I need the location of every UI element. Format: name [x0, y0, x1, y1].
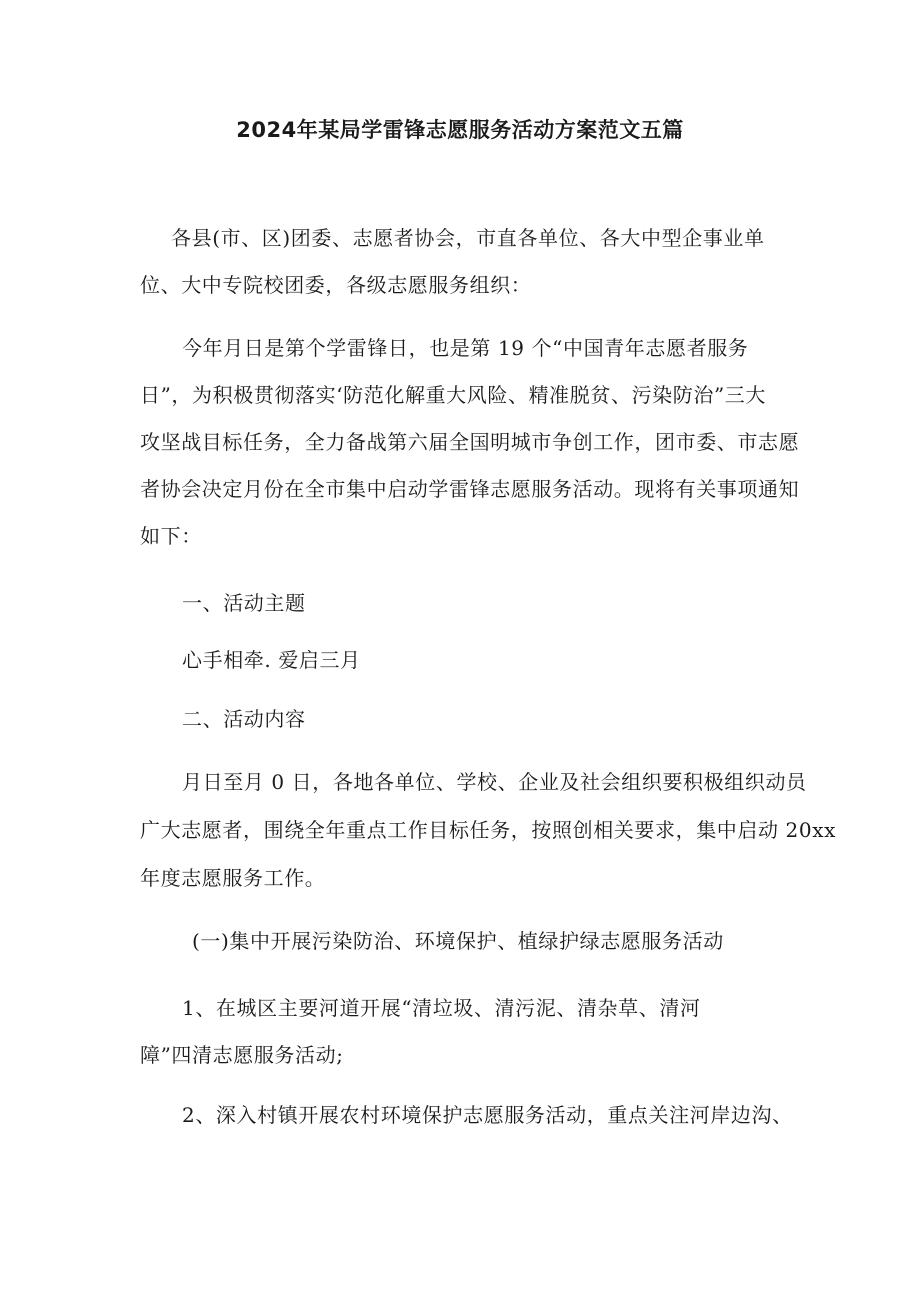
paragraph-line: 年度志愿服务工作。	[140, 866, 326, 890]
document-title: 2024年某局学雷锋志愿服务活动方案范文五篇	[236, 118, 684, 142]
paragraph-line: 者协会决定月份在全市集中启动学雷锋志愿服务活动。现将有关事项通知	[140, 477, 800, 501]
list-item-line: 障”四清志愿服务活动;	[140, 1043, 344, 1067]
paragraph-line: 位、大中专院校团委，各级志愿服务组织：	[140, 273, 532, 297]
paragraph-line: 日”，为积极贯彻落实‘防范化解重大风险、精准脱贫、污染防治”三大	[140, 383, 767, 407]
paragraph-line: 月日至月 0 日，各地各单位、学校、企业及社会组织要积极组织动员	[182, 770, 807, 794]
theme-text: 心手相牵. 爱启三月	[182, 648, 361, 672]
subsection-heading: (一)集中开展污染防治、环境保护、植绿护绿志愿服务活动	[192, 929, 724, 953]
list-item-line: 1、在城区主要河道开展“清垃圾、清污泥、清杂草、清河	[182, 996, 701, 1020]
paragraph-line: 各县(市、区)团委、志愿者协会，市直各单位、各大中型企事业单	[171, 226, 765, 250]
list-item-line: 2、深入村镇开展农村环境保护志愿服务活动，重点关注河岸边沟、	[182, 1103, 793, 1127]
paragraph-line: 攻坚战目标任务，全力备战第六届全国明城市争创工作，团市委、市志愿	[140, 430, 800, 454]
paragraph-line: 广大志愿者，围绕全年重点工作目标任务，按照创相关要求，集中启动 20xx	[140, 818, 836, 842]
section-heading: 二、活动内容	[182, 707, 306, 731]
section-heading: 一、活动主题	[182, 591, 306, 615]
paragraph-line: 如下：	[140, 524, 202, 548]
paragraph-line: 今年月日是第个学雷锋日，也是第 19 个“中国青年志愿者服务	[182, 336, 749, 360]
